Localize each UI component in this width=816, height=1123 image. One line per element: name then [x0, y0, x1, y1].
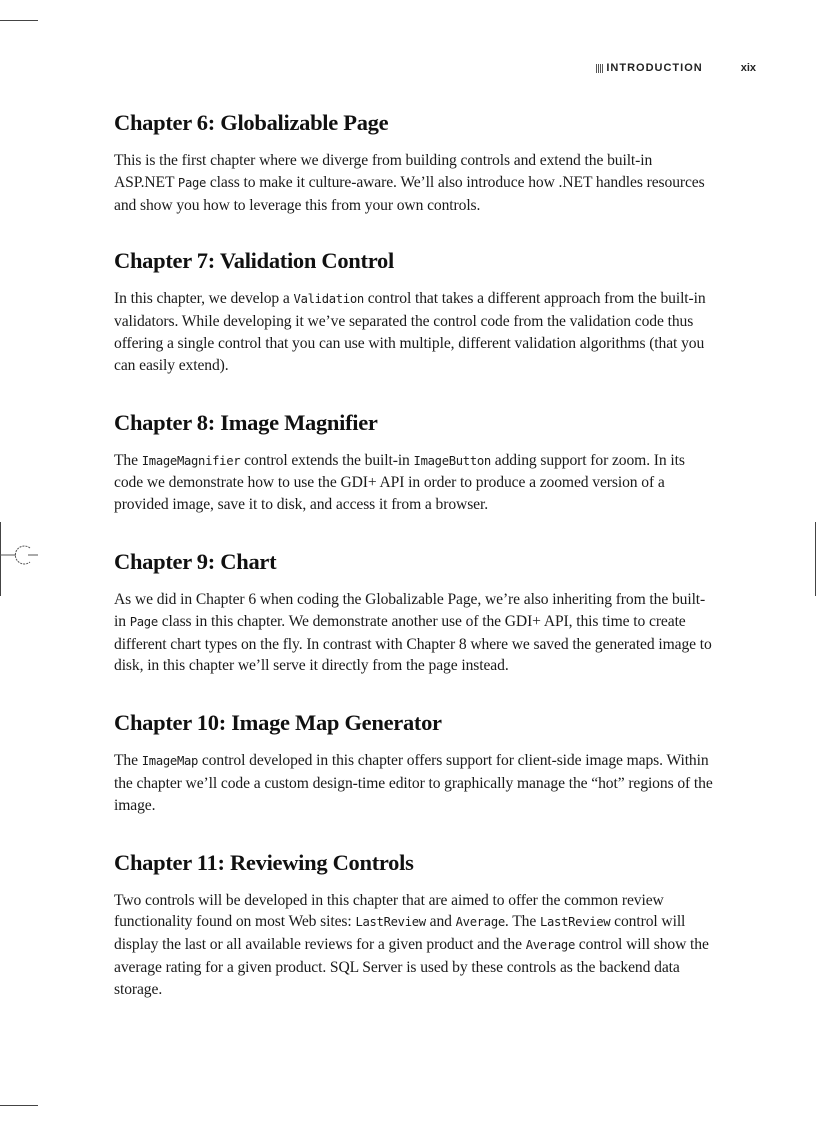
inline-code: ImageButton [413, 453, 491, 468]
body-text: Two controls will be developed in this chapter that are aimed to offer the common review functionality found on most Web sites: [114, 891, 664, 931]
crop-mark [0, 1105, 38, 1106]
chapter-description [114, 450, 714, 516]
body-text: In this chapter, we develop a [114, 290, 294, 308]
body-text: control will show the average rating for a given product. SQL Server is used by these controls as the backend data storage. [114, 936, 709, 998]
inline-code: LastReview [539, 915, 611, 930]
body-text: and [425, 913, 456, 931]
inline-code: ImageMagnifier [141, 453, 241, 468]
header-bar-icon [596, 64, 604, 73]
chapter-section [114, 710, 714, 816]
body-text: control will display the last or all available reviews for a given product and the [114, 913, 686, 954]
inline-code: Validation [293, 292, 364, 307]
body-text: As we did in Chapter 6 when coding the Globalizable Page, we’re also inheriting from the built-in [114, 590, 706, 630]
chapter-heading: Chapter 7: Validation Control [114, 248, 394, 274]
chapter-heading: Chapter 6: Globalizable Page [114, 110, 389, 135]
chapter-heading: Chapter 11: Reviewing Controls [114, 849, 414, 875]
page-content [114, 110, 714, 1033]
inline-code: Page [129, 614, 158, 629]
body-text: class to make it culture-aware. We’ll also introduce how .NET handles resources and show you how to leverage this from your own controls. [114, 173, 705, 214]
body-text: The [114, 752, 142, 770]
inline-code: Average [455, 915, 505, 930]
chapter-description [114, 890, 714, 1001]
header-section-title: INTRODUCTION [606, 62, 703, 74]
chapter-heading: Chapter 8: Image Magnifier [114, 409, 378, 435]
chapter-description [114, 750, 714, 816]
chapter-description [114, 288, 714, 376]
body-text: This is the first chapter where we diverge from building controls and extend the built-in ASP.NET [114, 152, 653, 191]
chapter-section [114, 410, 714, 516]
chapter-section [114, 549, 714, 677]
crop-mark [0, 20, 38, 21]
running-header [596, 62, 756, 74]
page-number: xix [740, 62, 756, 74]
chapter-section [114, 850, 714, 1001]
inline-code: Average [525, 938, 575, 953]
inline-code: LastReview [355, 915, 426, 930]
inline-code: Page [177, 175, 207, 190]
body-text: The [114, 451, 142, 469]
body-text: adding support for zoom. In its code we demonstrate how to use the GDI+ API in order to produce a zoomed version of a provided image, save it to disk, and access it from a browser. [114, 451, 685, 514]
chapter-section [114, 110, 714, 216]
body-text: control developed in this chapter offers support for client-side image maps. Within the chapter we’ll code a custom design-time editor to graphically manage the “hot” regions of the image. [114, 752, 713, 814]
chapter-heading: Chapter 10: Image Map Generator [114, 710, 442, 736]
chapter-heading: Chapter 9: Chart [114, 548, 277, 574]
chapter-section [114, 248, 714, 376]
inline-code: ImageMap [141, 754, 199, 769]
body-text: control extends the built-in [240, 451, 414, 469]
chapter-description [114, 150, 714, 216]
registration-mark-icon [0, 540, 40, 570]
body-text: class in this chapter. We demonstrate another use of the GDI+ API, this time to create different chart types on the fly. In contrast with Chapter 8 where we saved the generated image to disk, in this chapter we’ll serve it directly from the page instead. [114, 612, 712, 675]
chapter-description [114, 589, 714, 677]
body-text: . The [504, 913, 540, 931]
body-text: control that takes a different approach from the built-in validators. While developing it we’ve separated the control code from the validation code thus offering a single control that you can use with multiple, different validation algorithms (that you can easily extend). [114, 290, 706, 374]
